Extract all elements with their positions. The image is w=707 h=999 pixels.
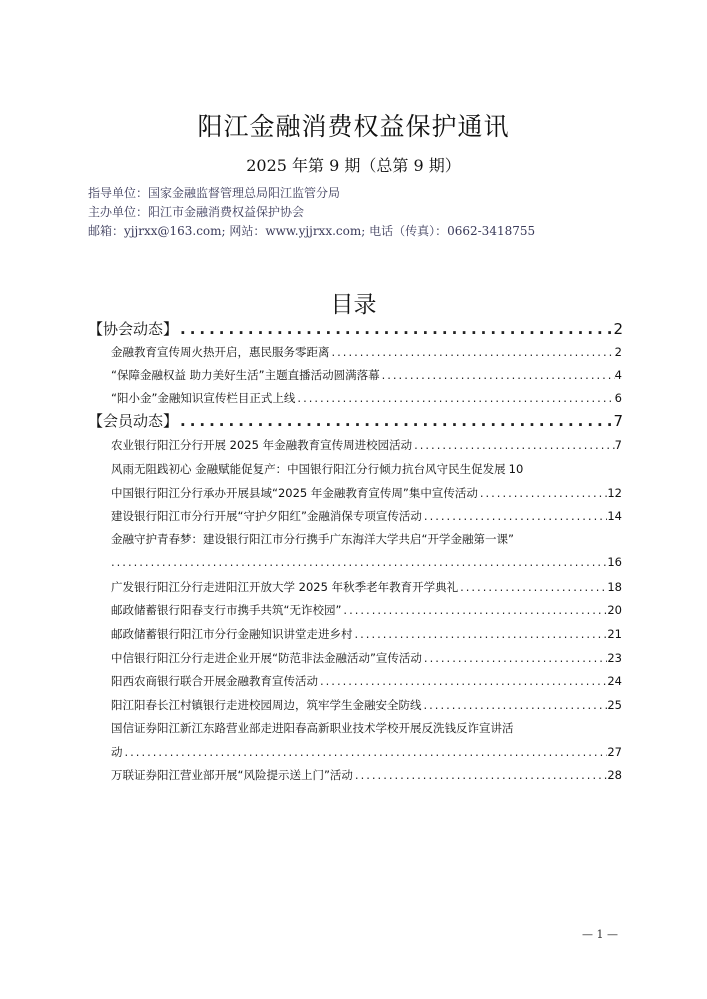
toc-leader-dots (412, 438, 615, 452)
toc-page-number: 16 (607, 555, 622, 569)
toc-leader-dots (295, 391, 614, 405)
toc-entry[interactable] (111, 650, 622, 666)
toc-page-number: 6 (614, 391, 622, 405)
toc-leader-dots (123, 745, 608, 759)
toc-entry[interactable] (111, 767, 622, 783)
toc-entry-title: 邮政储蓄银行阳江市分行金融知识讲堂走进乡村 (111, 627, 353, 641)
guidance-unit: 指导单位：国家金融监督管理总局阳江监管分局 (88, 186, 341, 200)
toc-leader-dots (478, 486, 608, 500)
toc-section-association[interactable] (88, 318, 623, 339)
toc-entry[interactable] (111, 626, 622, 642)
toc-page-number: 4 (614, 368, 622, 382)
toc-entry-title-cont: 动 (111, 745, 123, 759)
toc-page-number: 10 (508, 462, 524, 476)
toc-entry-title: “保障金融权益 助力美好生活”主题直播活动圆满落幕 (111, 368, 380, 382)
toc-entry[interactable] (111, 602, 622, 618)
toc-leader-dots (380, 368, 615, 382)
toc-entry-title: 邮政储蓄银行阳春支行市携手共筑“无诈校园” (111, 603, 342, 617)
toc-entry-title: 中信银行阳江分行走进企业开展“防范非法金融活动”宣传活动 (111, 651, 422, 665)
toc-leader-dots (458, 580, 607, 594)
toc-entry-title: 阳江阳春长江村镇银行走进校园周边，筑牢学生金融安全防线 (111, 698, 422, 712)
toc-leader-dots (353, 627, 608, 641)
toc-page-number: 21 (607, 627, 622, 641)
toc-leader-dots (422, 509, 607, 523)
toc-page-number: 2 (613, 320, 623, 338)
toc-entry[interactable] (111, 579, 622, 595)
contact-info: 邮箱：yjjrxx@163.com; 网站：www.yjjrxx.com; 电话（传真）：0662-3418755 (88, 224, 536, 238)
toc-entry[interactable] (111, 367, 622, 383)
toc-leader-dots (422, 698, 608, 712)
toc-page-number: 7 (613, 412, 623, 430)
toc-entry-title: 阳西农商银行联合开展金融教育宣传活动 (111, 674, 318, 688)
toc-entry-title: 风雨无阻践初心 金融赋能促复产：中国银行阳江分行倾力抗台风守民生促发展 (111, 462, 506, 476)
toc-page-number: 27 (607, 745, 622, 759)
toc-section-label: 【会员动态】 (88, 412, 179, 430)
issue-number: 2025 年第 9 期（总第 9 期） (246, 156, 461, 175)
toc-entry[interactable] (111, 508, 622, 524)
toc-section-label: 【协会动态】 (88, 320, 179, 338)
toc-page-number: 20 (607, 603, 622, 617)
toc-entry[interactable] (111, 697, 622, 713)
toc-page-number: 28 (607, 768, 622, 782)
toc-page-number: 23 (607, 651, 622, 665)
page-title: 阳江金融消费权益保护通讯 (197, 112, 510, 141)
toc-page-number: 18 (607, 580, 622, 594)
toc-entry-title: 广发银行阳江分行走进阳江开放大学 2025 年秋季老年教育开学典礼 (111, 580, 459, 594)
toc-entry[interactable] (111, 461, 622, 477)
toc-entry-title: 金融教育宣传周火热开启，惠民服务零距离 (111, 345, 330, 359)
toc-page-number: 14 (607, 509, 622, 523)
toc-leader-dots (178, 320, 613, 338)
toc-entry[interactable] (111, 744, 622, 760)
toc-entry-title: 农业银行阳江分行开展 2025 年金融教育宣传周进校园活动 (111, 438, 413, 452)
toc-page-number: 2 (614, 345, 622, 359)
toc-entry-title: “阳小金”金融知识宣传栏目正式上线 (111, 391, 296, 405)
toc-page-number: 25 (607, 698, 622, 712)
toc-entry[interactable] (111, 344, 622, 360)
toc-leader-dots (422, 651, 607, 665)
toc-leader-dots (178, 412, 613, 430)
toc-page-number: 7 (614, 438, 622, 452)
toc-section-members[interactable] (88, 410, 623, 431)
footer-page-number: — 1 — (582, 928, 618, 941)
toc-entry[interactable] (111, 485, 622, 501)
toc-title: 目录 (330, 292, 377, 318)
sponsor-unit: 主办单位：阳江市金融消费权益保护协会 (88, 205, 305, 219)
toc-page-number: 24 (607, 674, 622, 688)
toc-entry[interactable] (111, 437, 622, 453)
toc-entry-title: 万联证券阳江营业部开展“风险提示送上门”活动 (111, 768, 353, 782)
toc-entry[interactable] (111, 390, 622, 406)
toc-entry-title: 中国银行阳江分行承办开展县域“2025 年金融教育宣传周”集中宣传活动 (111, 486, 478, 500)
toc-leader-dots (341, 603, 607, 617)
toc-leader-dots (330, 345, 615, 359)
toc-entry-title: 建设银行阳江市分行开展“守护夕阳红”金融消保专项宣传活动 (111, 509, 422, 523)
toc-entry-title[interactable]: 国信证券阳江新江东路营业部走进阳春高新职业技术学校开展反洗钱反诈宣讲活 (111, 721, 514, 735)
toc-page-number: 12 (607, 486, 622, 500)
toc-leader-dots (353, 768, 607, 782)
toc-leader-dots (111, 555, 607, 569)
toc-entry[interactable] (111, 673, 622, 689)
toc-entry[interactable] (111, 555, 622, 569)
toc-entry-title[interactable]: 金融守护青春梦：建设银行阳江市分行携手广东海洋大学共启“开学金融第一课” (111, 532, 514, 546)
toc-leader-dots (318, 674, 607, 688)
